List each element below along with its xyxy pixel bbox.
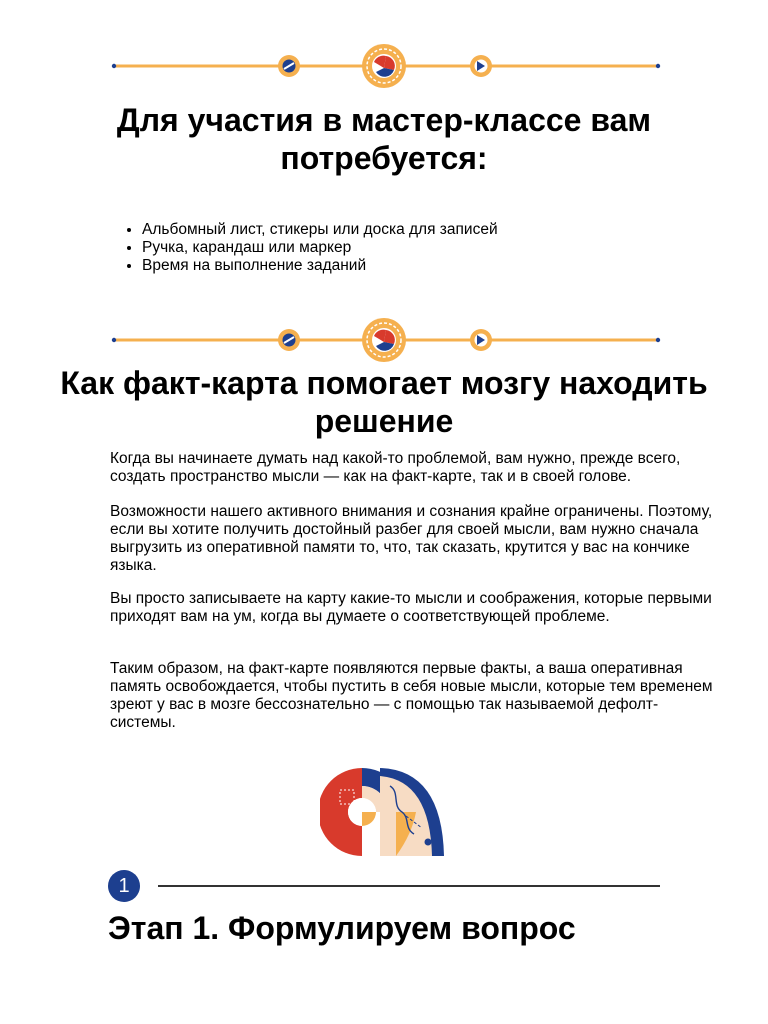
right-medallion-icon	[470, 329, 492, 351]
ornament-divider-middle	[108, 316, 664, 364]
body-paragraph: Вы просто записываете на карту какие-то мысли и соображения, которые первыми приходят вам на ум, когда вы думаете о соответствующей проблеме.	[110, 590, 712, 625]
body-paragraph: Когда вы начинаете думать над какой-то проблемой, вам нужно, прежде всего, создать пространство мысли — как на факт-карте, так и в своей голове.	[110, 450, 681, 485]
fact-map-illustration	[320, 762, 450, 862]
stage-divider-line	[158, 885, 660, 887]
stage-number-badge: 1	[108, 870, 140, 902]
list-item: • Ручка, карандаш или маркер	[142, 239, 498, 257]
body-paragraph: Возможности нашего активного внимания и сознания крайне ограничены. Поэтому, если вы хотите получить достойный разбег для своей мысли, вам нужно сначала выгрузить из оперативной памяти то, что, так сказать, крутится у вас на кончике языка.	[110, 503, 713, 574]
section-title-requirements: Для участия в мастер-классе вам потребуется:	[116, 102, 652, 176]
center-medallion-icon	[362, 44, 406, 88]
ornament-divider-top	[108, 42, 664, 90]
list-item: • Альбомный лист, стикеры или доска для записей	[142, 221, 498, 239]
center-medallion-icon	[362, 318, 406, 362]
section-title-fact-map: Как факт-карта помогает мозгу находить решение	[60, 365, 708, 439]
stage-title: Этап 1. Формулируем вопрос	[108, 910, 576, 946]
left-medallion-icon	[278, 55, 300, 77]
list-item: • Время на выполнение заданий	[142, 257, 498, 275]
right-medallion-icon	[470, 55, 492, 77]
body-paragraph: Таким образом, на факт-карте появляются первые факты, а ваша оперативная память освобождается, чтобы пустить в себя новые мысли, которые тем временем зреют у вас в мозге бессознательно — с помощью так называемой дефолт-системы.	[110, 660, 713, 731]
stage-header-row	[108, 870, 660, 902]
requirements-list	[112, 221, 498, 275]
left-medallion-icon	[278, 329, 300, 351]
